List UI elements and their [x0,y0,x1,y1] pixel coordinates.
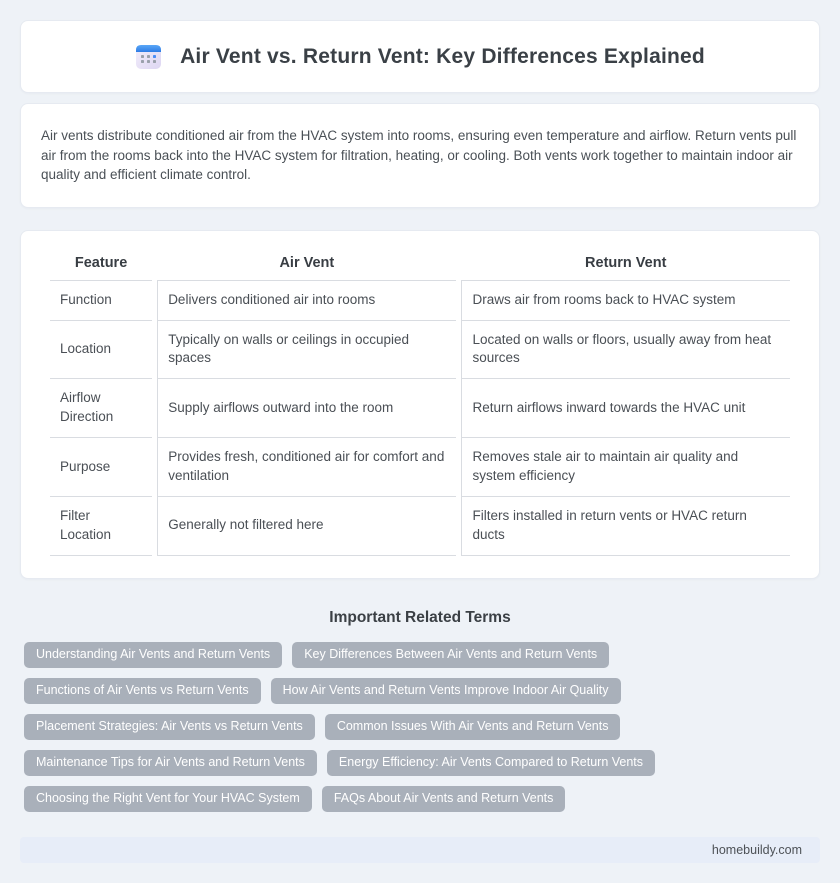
related-terms-heading: Important Related Terms [329,608,511,626]
cell-air-vent: Generally not filtered here [157,497,456,556]
header-card [20,20,820,93]
cell-feature: Airflow Direction [50,379,152,438]
calendar-icon [135,43,162,70]
related-term-tag[interactable]: Placement Strategies: Air Vents vs Return Vents [24,714,315,740]
table-row [50,321,790,380]
cell-air-vent: Typically on walls or ceilings in occupied spaces [157,321,456,380]
related-term-tag[interactable]: Understanding Air Vents and Return Vents [24,642,282,668]
table-row [50,379,790,438]
related-term-tag[interactable]: Common Issues With Air Vents and Return Vents [325,714,621,740]
intro-card [20,103,820,208]
cell-air-vent: Provides fresh, conditioned air for comfort and ventilation [157,438,456,497]
column-header-air-vent: Air Vent [157,249,456,281]
page-title: Air Vent vs. Return Vent: Key Differences Explained [180,44,705,68]
table-row [50,281,790,321]
cell-air-vent: Supply airflows outward into the room [157,379,456,438]
intro-text: Air vents distribute conditioned air from the HVAC system into rooms, ensuring even temperature and airflow. Return vents pull air from the rooms back into the HVAC system for filtration, heating, or cooling. Both vents work together to maintain indoor air quality and efficient climate control. [41,128,797,183]
related-term-tag[interactable]: Maintenance Tips for Air Vents and Return Vents [24,750,317,776]
comparison-table [45,249,795,556]
cell-return-vent: Filters installed in return vents or HVAC return ducts [461,497,790,556]
cell-return-vent: Draws air from rooms back to HVAC system [461,281,790,321]
comparison-table-card [20,230,820,579]
related-term-tag[interactable]: Choosing the Right Vent for Your HVAC System [24,786,312,812]
table-row [50,497,790,556]
related-term-tag[interactable]: Functions of Air Vents vs Return Vents [24,678,261,704]
related-term-tag[interactable]: How Air Vents and Return Vents Improve Indoor Air Quality [271,678,621,704]
footer-site-name: homebuildy.com [711,842,802,857]
cell-feature: Function [50,281,152,321]
cell-feature: Location [50,321,152,380]
related-term-tag[interactable]: FAQs About Air Vents and Return Vents [322,786,566,812]
footer-bar [20,837,820,863]
column-header-return-vent: Return Vent [461,249,790,281]
table-row [50,438,790,497]
related-terms-tags [20,642,820,812]
cell-return-vent: Removes stale air to maintain air quality and system efficiency [461,438,790,497]
table-header-row [50,249,790,281]
related-term-tag[interactable]: Key Differences Between Air Vents and Return Vents [292,642,609,668]
cell-return-vent: Return airflows inward towards the HVAC unit [461,379,790,438]
column-header-feature: Feature [50,249,152,281]
cell-return-vent: Located on walls or floors, usually away from heat sources [461,321,790,380]
cell-air-vent: Delivers conditioned air into rooms [157,281,456,321]
cell-feature: Purpose [50,438,152,497]
related-term-tag[interactable]: Energy Efficiency: Air Vents Compared to Return Vents [327,750,655,776]
cell-feature: Filter Location [50,497,152,556]
